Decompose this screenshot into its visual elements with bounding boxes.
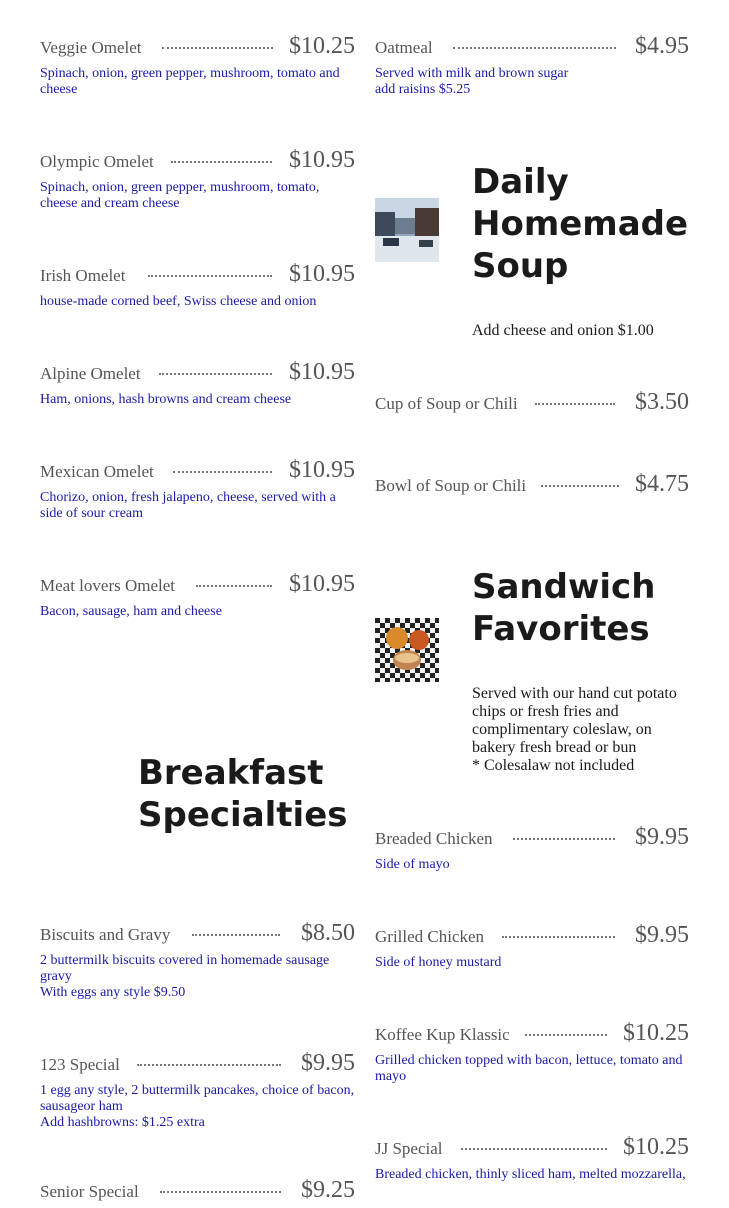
item-name: Bowl of Soup or Chili — [375, 476, 534, 496]
sandwich-basket-photo-icon — [375, 618, 439, 682]
item-price: $10.25 — [289, 33, 355, 59]
leader-dots — [461, 1148, 607, 1150]
item-name: Breaded Chicken — [375, 829, 501, 849]
item-name: Grilled Chicken — [375, 927, 492, 947]
item-description: Spinach, onion, green pepper, mushroom, tomato, cheese and cream cheese — [40, 180, 320, 211]
item-name: Alpine Omelet — [40, 364, 149, 384]
leader-dots — [162, 47, 273, 49]
item-name: Koffee Kup Klassic — [375, 1025, 518, 1045]
item-name: Oatmeal — [375, 38, 441, 58]
item-price: $4.95 — [635, 33, 689, 59]
item-name: Meat lovers Omelet — [40, 576, 183, 596]
item-price: $10.95 — [289, 147, 355, 173]
section-note-soup: Add cheese and onion $1.00 — [472, 322, 654, 339]
menu-item — [375, 472, 689, 502]
leader-dots — [171, 161, 272, 163]
menu-item — [375, 923, 689, 971]
street-scene-photo-icon — [375, 198, 439, 262]
menu-item — [375, 1135, 689, 1183]
menu-item — [40, 34, 355, 98]
section-heading-soup: Daily Homemade Soup — [472, 162, 689, 286]
menu-item — [40, 262, 355, 310]
item-description: Side of honey mustard — [375, 955, 502, 970]
item-name: Senior Special — [40, 1182, 147, 1202]
item-description: Spinach, onion, green pepper, mushroom, tomato and cheese — [40, 66, 340, 97]
leader-dots — [148, 275, 272, 277]
item-name: Irish Omelet — [40, 266, 133, 286]
leader-dots — [502, 936, 615, 938]
item-price: $10.95 — [289, 261, 355, 287]
leader-dots — [453, 47, 616, 49]
item-description: Served with milk and brown sugar add raisins $5.25 — [375, 66, 569, 97]
item-price: $9.95 — [635, 824, 689, 850]
item-price: $4.75 — [635, 471, 689, 497]
item-price: $9.25 — [301, 1177, 355, 1203]
leader-dots — [196, 585, 272, 587]
item-price: $10.95 — [289, 457, 355, 483]
menu-item — [40, 921, 355, 1001]
item-price: $3.50 — [635, 389, 689, 415]
section-note-sandwich: Served with our hand cut potato chips or fresh fries and complimentary coleslaw, on bakery fresh bread or bun * Colesalaw not included — [472, 685, 677, 774]
item-price: $10.25 — [623, 1020, 689, 1046]
item-description: 2 buttermilk biscuits covered in homemade sausage gravy With eggs any style $9.50 — [40, 953, 330, 1000]
item-description: Ham, onions, hash browns and cream cheese — [40, 392, 292, 407]
item-price: $10.95 — [289, 359, 355, 385]
item-price: $9.95 — [635, 922, 689, 948]
leader-dots — [525, 1034, 607, 1036]
leader-dots — [137, 1064, 281, 1066]
menu-item — [375, 34, 689, 98]
leader-dots — [535, 403, 615, 405]
item-name: Cup of Soup or Chili — [375, 394, 526, 414]
menu-item — [40, 148, 355, 212]
item-description: Breaded chicken, thinly sliced ham, melted mozzarella, — [375, 1167, 686, 1182]
menu-item — [40, 458, 355, 522]
leader-dots — [513, 838, 615, 840]
item-price: $10.25 — [623, 1134, 689, 1160]
item-price: $8.50 — [301, 920, 355, 946]
leader-dots — [160, 1191, 281, 1193]
item-name: Mexican Omelet — [40, 462, 162, 482]
menu-item — [40, 360, 355, 408]
menu-item — [375, 390, 689, 420]
menu-item — [40, 572, 355, 620]
leader-dots — [192, 934, 280, 936]
item-description: Bacon, sausage, ham and cheese — [40, 604, 222, 619]
item-name: Veggie Omelet — [40, 38, 150, 58]
menu-item — [40, 1051, 355, 1131]
item-description: Chorizo, onion, fresh jalapeno, cheese, served with a side of sour cream — [40, 490, 336, 521]
item-description: Grilled chicken topped with bacon, lettuce, tomato and mayo — [375, 1053, 683, 1084]
section-heading-breakfast: Breakfast Specialties — [138, 753, 348, 835]
item-name: Olympic Omelet — [40, 152, 162, 172]
item-price: $10.95 — [289, 571, 355, 597]
menu-item — [375, 825, 689, 873]
item-description: house-made corned beef, Swiss cheese and onion — [40, 294, 317, 309]
item-description: Side of mayo — [375, 857, 450, 872]
leader-dots — [173, 471, 272, 473]
menu-item — [375, 1021, 689, 1085]
leader-dots — [541, 485, 619, 487]
leader-dots — [159, 373, 272, 375]
item-name: JJ Special — [375, 1139, 451, 1159]
item-name: Biscuits and Gravy — [40, 925, 178, 945]
item-price: $9.95 — [301, 1050, 355, 1076]
section-heading-sandwich: Sandwich Favorites — [472, 567, 656, 649]
menu-item — [40, 1178, 355, 1208]
item-name: 123 Special — [40, 1055, 128, 1075]
item-description: 1 egg any style, 2 buttermilk pancakes, choice of bacon, sausageor ham Add hashbrowns: $1.25 extra — [40, 1083, 355, 1130]
